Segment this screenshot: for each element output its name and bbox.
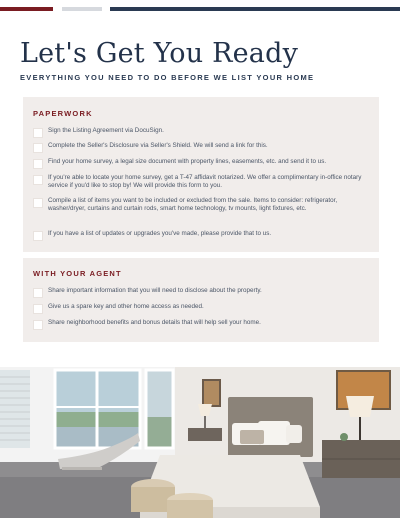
checkbox[interactable]: [33, 231, 43, 241]
checklist-item-text: Give us a spare key and other home access as needed.: [48, 303, 204, 310]
checkbox[interactable]: [33, 288, 43, 298]
with-your-agent-heading: WITH YOUR AGENT: [33, 269, 122, 278]
checklist-item-text: Share neighborhood benefits and bonus details that will help sell your home.: [48, 319, 261, 326]
checklist-item-text: Complete the Seller's Disclosure via Seller's Shield. We will send a link for this.: [48, 142, 268, 149]
window-left: [0, 370, 30, 448]
accent-bar-navy: [110, 7, 400, 11]
checkbox[interactable]: [33, 198, 43, 208]
bedroom-photo: [0, 367, 400, 518]
checkbox[interactable]: [33, 143, 43, 153]
page-subtitle: EVERYTHING YOU NEED TO DO BEFORE WE LIST YOUR HOME: [20, 73, 315, 82]
window-center: [55, 370, 140, 448]
accent-bar-grey: [62, 7, 102, 11]
accent-bar-red: [0, 7, 53, 11]
checklist-item-text: Sign the Listing Agreement via DocuSign.: [48, 127, 164, 134]
top-accent-bar: [0, 7, 400, 11]
checkbox[interactable]: [33, 304, 43, 314]
checkbox[interactable]: [33, 159, 43, 169]
checklist-item-text: Find your home survey, a legal size document with property lines, easements, etc. and send it to us.: [48, 158, 327, 165]
checklist-item-text: Compile a list of items you want to be included or excluded from the sale. Items to consider: refrigerator, washer/dryer, curtains and curtain rods, smart home technology, tv mounts, light fixtures, etc.: [48, 197, 338, 213]
page-title: Let's Get You Ready: [20, 38, 299, 69]
checklist-item-text: If you have a list of updates or upgrades you've made, please provide that to us.: [48, 230, 272, 237]
nightstand-left: [188, 428, 222, 441]
paperwork-panel: [23, 97, 379, 252]
checklist-item-text: Share important information that you will need to disclose about the property.: [48, 287, 262, 294]
with-your-agent-panel: [23, 258, 379, 342]
checkbox[interactable]: [33, 128, 43, 138]
paperwork-heading: PAPERWORK: [33, 109, 93, 118]
window-right: [146, 370, 173, 448]
checkbox[interactable]: [33, 320, 43, 330]
checklist-item-text: If you're able to locate your home survey, get a T-47 affidavit notarized. We offer a complimentary in-office notary service if you'd like to stop by! We will provide this form to you.: [48, 174, 362, 190]
checkbox[interactable]: [33, 175, 43, 185]
